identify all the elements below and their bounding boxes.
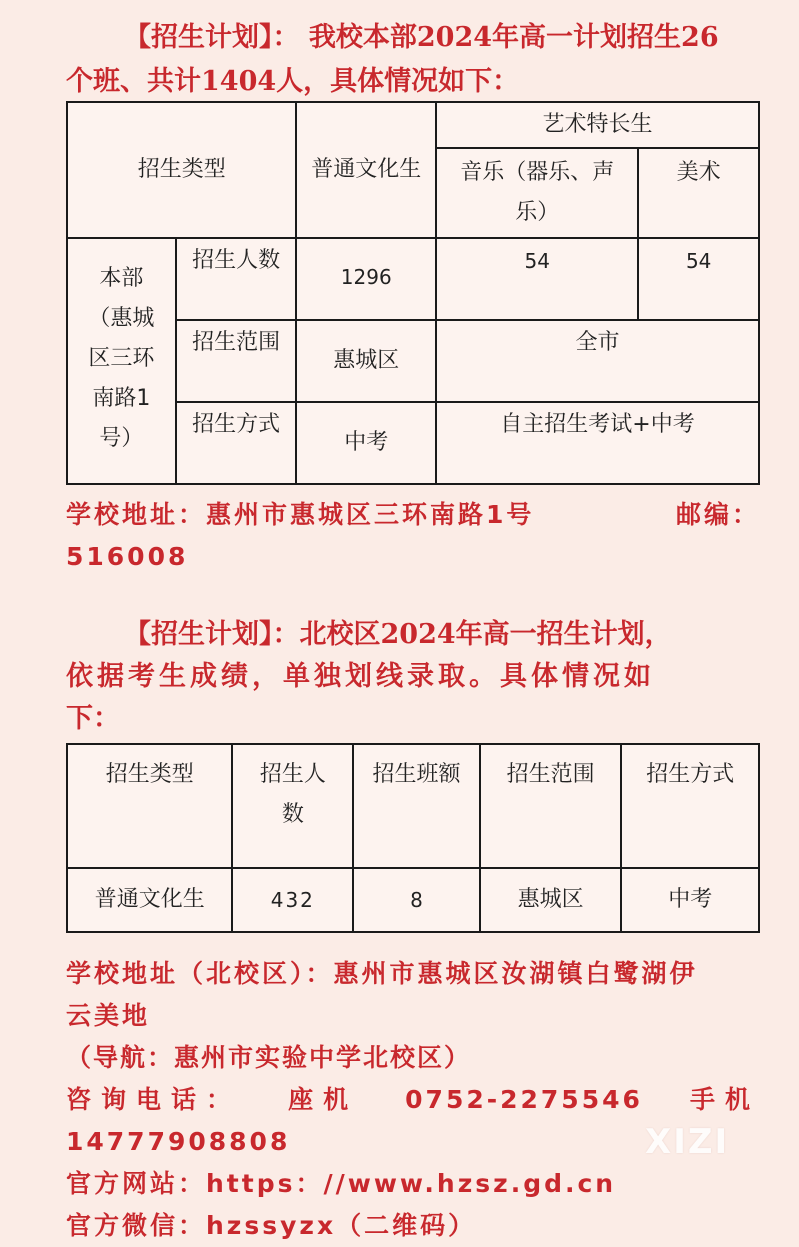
north-header-scope: 招生范围 <box>480 744 622 868</box>
north-row-count: 432 <box>232 868 353 932</box>
row-count-art: 54 <box>638 238 759 320</box>
header-fine-art: 美术 <box>638 148 759 238</box>
row-method-label: 招生方式 <box>176 402 297 484</box>
row-scope-art: 全市 <box>436 320 759 402</box>
watermark-logo: XIZI <box>645 1122 730 1162</box>
north-header-class: 招生班额 <box>353 744 480 868</box>
north-header-method: 招生方式 <box>621 744 759 868</box>
campus-cell: 本部（惠城区三环南路1号） <box>67 238 176 484</box>
row-method-general: 中考 <box>296 402 436 484</box>
north-row-method: 中考 <box>621 868 759 932</box>
row-scope-label: 招生范围 <box>176 320 297 402</box>
enrollment-table-north <box>66 743 760 933</box>
enrollment-table-main <box>66 101 760 485</box>
row-method-art: 自主招生考试+中考 <box>436 402 759 484</box>
header-general: 普通文化生 <box>296 102 436 238</box>
section2-intro: 【招生计划】：北校区2024年高一招生计划， 依据考生成绩，单独划线录取。具体情况如 下： <box>66 619 672 734</box>
north-row-class: 8 <box>353 868 480 932</box>
mobile-label: 手机 <box>689 1085 760 1114</box>
row-count-general: 1296 <box>296 238 436 320</box>
section2-contact <box>66 953 760 1247</box>
mobile-number: 14777908808 <box>66 1127 291 1156</box>
official-website: 官方网站：https：//www.hzsz.gd.cn <box>66 1169 617 1198</box>
north-header-type: 招生类型 <box>67 744 232 868</box>
section1-address <box>66 494 760 578</box>
north-row-scope: 惠城区 <box>480 868 622 932</box>
address-main: 学校地址：惠州市惠城区三环南路1号 <box>66 500 535 529</box>
phone-line <box>66 1079 760 1121</box>
phone-label: 咨询电话： <box>66 1085 242 1114</box>
postcode: 516008 <box>66 542 189 571</box>
row-count-label: 招生人数 <box>176 238 297 320</box>
north-address-line2: 云美地 <box>66 1001 151 1030</box>
section1-intro: 【招生计划】： 我校本部2024年高一计划招生26 个班、共计1404人，具体情况如下： <box>66 22 719 97</box>
north-navigation: （导航：惠州市实验中学北校区） <box>66 1043 472 1072</box>
header-music: 音乐（器乐、声乐） <box>436 148 638 238</box>
north-address-line1: 学校地址（北校区）：惠州市惠城区汝湖镇白鹭湖伊 <box>66 959 698 988</box>
landline-number: 0752-2275546 <box>405 1085 643 1114</box>
landline-label: 座机 <box>288 1085 359 1114</box>
header-type: 招生类型 <box>67 102 296 238</box>
north-row-type: 普通文化生 <box>67 868 232 932</box>
row-scope-general: 惠城区 <box>296 320 436 402</box>
north-header-count: 招生人数 <box>232 744 353 868</box>
postcode-label: 邮编： <box>675 500 760 529</box>
header-art: 艺术特长生 <box>436 102 759 148</box>
row-count-music: 54 <box>436 238 638 320</box>
official-wechat: 官方微信：hzssyzx（二维码） <box>66 1211 477 1240</box>
